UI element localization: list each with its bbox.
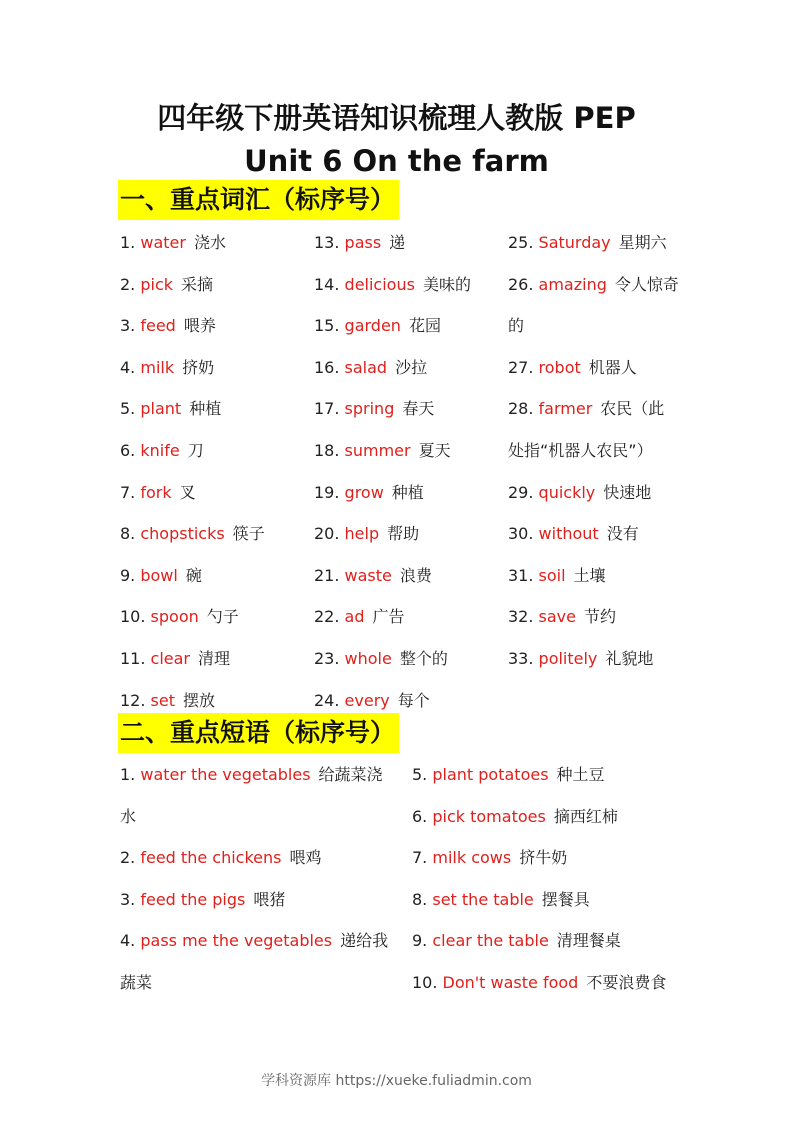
phrase-column-2 (412, 754, 682, 1004)
english-term: fork (140, 482, 172, 502)
item-number: 9. (412, 931, 433, 951)
item-number: 18. (314, 440, 345, 460)
english-term: milk cows (432, 848, 512, 868)
item-number: 4. (120, 931, 141, 951)
list-item (120, 222, 305, 264)
list-item (508, 222, 680, 264)
item-number: 31. (508, 565, 539, 585)
list-item (314, 472, 499, 514)
item-number: 8. (412, 889, 433, 909)
item-number: 5. (120, 399, 141, 419)
chinese-meaning: 递 (389, 233, 406, 252)
english-term: clear the table (432, 931, 549, 951)
chinese-meaning: 快速地 (603, 482, 652, 502)
item-number: 13. (314, 233, 345, 252)
item-number: 7. (412, 848, 433, 868)
item-number: 21. (314, 565, 345, 585)
english-term: pass (344, 233, 382, 252)
english-term: whole (344, 648, 392, 668)
list-item (120, 513, 305, 555)
list-item (508, 513, 680, 555)
chinese-meaning: 递给我蔬菜 (120, 931, 389, 992)
chinese-meaning: 清理餐桌 (556, 931, 621, 951)
item-number: 19. (314, 482, 345, 502)
chinese-meaning: 美味的 (422, 274, 471, 294)
chinese-meaning: 礼貌地 (605, 648, 654, 668)
item-number: 6. (120, 440, 141, 460)
list-item (120, 430, 305, 472)
english-term: feed the chickens (140, 848, 282, 868)
item-number: 1. (120, 765, 141, 784)
english-term: summer (344, 440, 411, 460)
chinese-meaning: 沙拉 (395, 357, 428, 377)
item-number: 2. (120, 274, 141, 294)
english-term: Saturday (538, 233, 611, 252)
item-number: 28. (508, 399, 539, 419)
english-term: water (140, 233, 186, 252)
list-item (314, 555, 499, 597)
chinese-meaning: 筷子 (232, 524, 265, 544)
item-number: 1. (120, 233, 141, 252)
vocab-column-3 (508, 222, 680, 680)
vocab-column-2 (314, 222, 499, 721)
chinese-meaning: 种植 (391, 482, 424, 502)
footer-source: 学科资源库 https://xueke.fuliadmin.com (261, 1073, 532, 1089)
chinese-meaning: 机器人 (588, 357, 637, 377)
english-term: pass me the vegetables (140, 931, 333, 951)
english-term: bowl (140, 565, 178, 585)
english-term: water the vegetables (140, 765, 311, 784)
list-item (120, 837, 390, 879)
list-item (314, 264, 499, 306)
list-item (508, 555, 680, 597)
chinese-meaning: 勺子 (206, 607, 239, 627)
list-item (120, 305, 305, 347)
english-term: pick (140, 274, 174, 294)
chinese-meaning: 广告 (372, 607, 405, 627)
list-item (120, 388, 305, 430)
chinese-meaning: 种植 (189, 399, 222, 419)
english-term: ad (344, 607, 365, 627)
item-number: 3. (120, 316, 141, 336)
item-number: 30. (508, 524, 539, 544)
chinese-meaning: 没有 (606, 524, 639, 544)
chinese-meaning: 不要浪费食 (586, 972, 667, 992)
item-number: 15. (314, 316, 345, 336)
chinese-meaning: 夏天 (418, 440, 451, 460)
phrase-column-1 (120, 754, 390, 1004)
phrases-heading: 二、重点短语（标序号） (118, 713, 399, 753)
item-number: 22. (314, 607, 345, 627)
item-number: 10. (120, 607, 151, 627)
english-term: garden (344, 316, 401, 336)
vocabulary-heading: 一、重点词汇（标序号） (118, 180, 399, 220)
list-item (314, 347, 499, 389)
english-term: save (538, 607, 576, 627)
item-number: 10. (412, 972, 443, 992)
english-term: pick tomatoes (432, 806, 546, 826)
item-number: 12. (120, 690, 151, 710)
chinese-meaning: 节约 (583, 607, 616, 627)
chinese-meaning: 摆放 (182, 690, 215, 710)
item-number: 3. (120, 889, 141, 909)
chinese-meaning: 春天 (402, 399, 435, 419)
list-item (120, 472, 305, 514)
list-item (508, 472, 680, 514)
list-item (508, 638, 680, 680)
item-number: 32. (508, 607, 539, 627)
list-item (120, 596, 305, 638)
english-term: delicious (344, 274, 415, 294)
chinese-meaning: 叉 (179, 482, 196, 502)
list-item (412, 962, 682, 1004)
list-item (314, 596, 499, 638)
item-number: 16. (314, 357, 345, 377)
list-item (120, 754, 390, 837)
item-number: 7. (120, 482, 141, 502)
list-item (412, 796, 682, 838)
item-number: 29. (508, 482, 539, 502)
list-item (120, 920, 390, 1003)
list-item (508, 264, 680, 347)
chinese-meaning: 整个的 (399, 648, 448, 668)
list-item (508, 347, 680, 389)
english-term: knife (140, 440, 180, 460)
list-item (314, 513, 499, 555)
english-term: help (344, 524, 380, 544)
list-item (412, 879, 682, 921)
english-term: plant (140, 399, 182, 419)
english-term: every (344, 690, 390, 710)
chinese-meaning: 摆餐具 (541, 889, 590, 909)
list-item (314, 638, 499, 680)
english-term: without (538, 524, 599, 544)
vocab-column-1 (120, 222, 305, 721)
list-item (120, 264, 305, 306)
list-item (314, 222, 499, 264)
list-item (314, 305, 499, 347)
list-item (508, 388, 680, 471)
list-item (412, 920, 682, 962)
list-item (508, 596, 680, 638)
english-term: soil (538, 565, 566, 585)
english-term: set (150, 690, 175, 710)
chinese-meaning: 挤奶 (182, 357, 215, 377)
list-item (120, 347, 305, 389)
chinese-meaning: 帮助 (387, 524, 420, 544)
list-item (120, 555, 305, 597)
english-term: spring (344, 399, 395, 419)
chinese-meaning: 农民（此处指“机器人农民”） (508, 399, 665, 460)
english-term: milk (140, 357, 175, 377)
english-term: farmer (538, 399, 593, 419)
chinese-meaning: 土壤 (573, 565, 606, 585)
chinese-meaning: 令人惊奇的 (508, 274, 679, 336)
english-term: salad (344, 357, 388, 377)
item-number: 17. (314, 399, 345, 419)
item-number: 14. (314, 274, 345, 294)
item-number: 5. (412, 765, 433, 784)
list-item (314, 388, 499, 430)
item-number: 8. (120, 524, 141, 544)
item-number: 2. (120, 848, 141, 868)
item-number: 33. (508, 648, 539, 668)
list-item (314, 430, 499, 472)
item-number: 27. (508, 357, 539, 377)
chinese-meaning: 采摘 (181, 274, 214, 294)
unit-title: Unit 6 On the farm (244, 144, 549, 178)
chinese-meaning: 喂鸡 (289, 848, 322, 868)
english-term: spoon (150, 607, 199, 627)
english-term: feed (140, 316, 176, 336)
chinese-meaning: 星期六 (618, 233, 667, 252)
english-term: robot (538, 357, 581, 377)
item-number: 24. (314, 690, 345, 710)
english-term: clear (150, 648, 190, 668)
item-number: 26. (508, 274, 539, 294)
item-number: 9. (120, 565, 141, 585)
chinese-meaning: 刀 (187, 440, 204, 460)
item-number: 4. (120, 357, 141, 377)
chinese-meaning: 浇水 (193, 233, 226, 252)
english-term: set the table (432, 889, 534, 909)
chinese-meaning: 喂养 (183, 316, 216, 336)
list-item (120, 879, 390, 921)
list-item (120, 638, 305, 680)
chinese-meaning: 喂猪 (253, 889, 286, 909)
chinese-meaning: 花园 (408, 316, 441, 336)
chinese-meaning: 清理 (198, 648, 231, 668)
chinese-meaning: 浪费 (399, 565, 432, 585)
item-number: 23. (314, 648, 345, 668)
english-term: politely (538, 648, 598, 668)
english-term: quickly (538, 482, 596, 502)
item-number: 20. (314, 524, 345, 544)
list-item (412, 837, 682, 879)
item-number: 6. (412, 806, 433, 826)
chinese-meaning: 摘西红柿 (553, 806, 618, 826)
item-number: 25. (508, 233, 539, 252)
english-term: plant potatoes (432, 765, 549, 784)
list-item (412, 754, 682, 796)
english-term: waste (344, 565, 392, 585)
item-number: 11. (120, 648, 151, 668)
chinese-meaning: 种土豆 (556, 765, 605, 784)
chinese-meaning: 碗 (185, 565, 202, 585)
english-term: feed the pigs (140, 889, 246, 909)
chinese-meaning: 挤牛奶 (519, 848, 568, 868)
page-title: 四年级下册英语知识梳理人教版 PEP (157, 101, 636, 135)
english-term: amazing (538, 274, 607, 294)
chinese-meaning: 给蔬菜浇水 (120, 765, 383, 826)
english-term: chopsticks (140, 524, 225, 544)
english-term: grow (344, 482, 384, 502)
english-term: Don't waste food (442, 972, 579, 992)
chinese-meaning: 每个 (397, 690, 430, 710)
